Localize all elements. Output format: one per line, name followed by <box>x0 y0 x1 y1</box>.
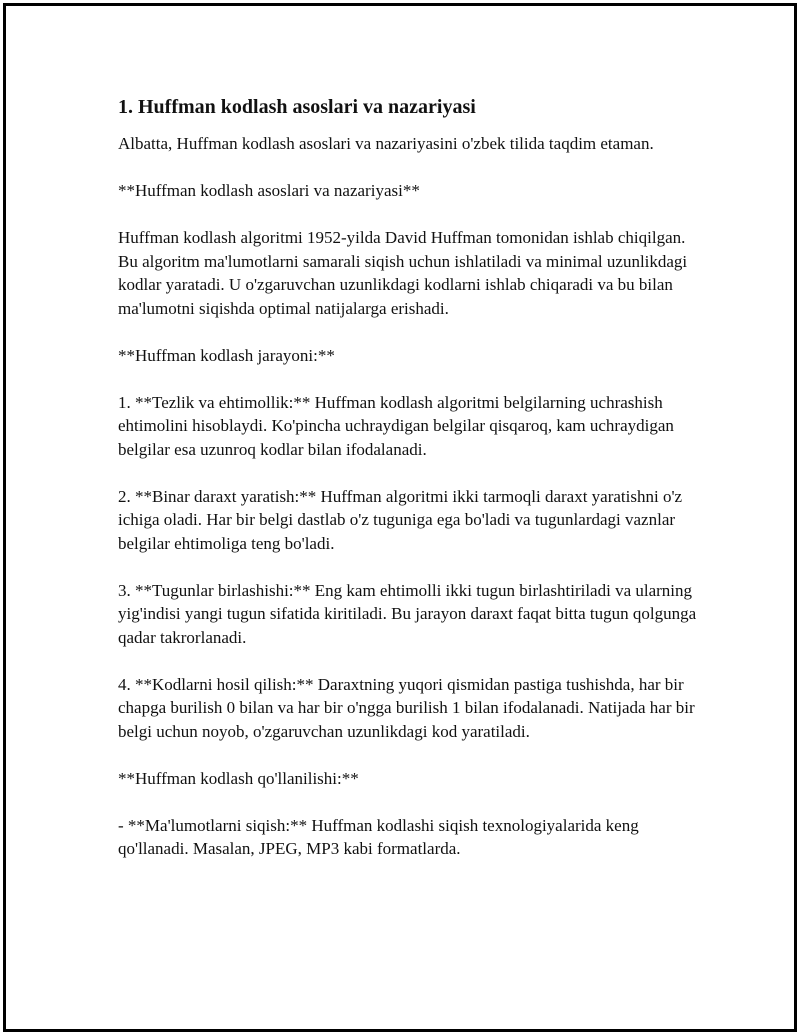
document-body <box>118 94 698 884</box>
paragraph-step-2: 2. **Binar daraxt yaratish:** Huffman algoritmi ikki tarmoqli daraxt yaratishni o'z ichiga oladi. Har bir belgi dastlab o'z tuguniga ega bo'ladi va tugunlardagi vaznlar belgilar ehtimoliga teng bo'ladi. <box>118 486 683 553</box>
paragraph-intro: Albatta, Huffman kodlash asoslari va nazariyasini o'zbek tilida taqdim etaman. <box>118 134 654 153</box>
paragraph-step-1: 1. **Tezlik va ehtimollik:** Huffman kodlash algoritmi belgilarning uchrashish ehtimolini hisoblaydi. Ko'pincha uchraydigan belgilar qisqaroq, kam uchraydigan belgilar esa uzunroq kodlar bilan ifodalanadi. <box>118 392 674 459</box>
document-title: 1. Huffman kodlash asoslari va nazariyasi <box>118 96 476 118</box>
paragraph-step-4: 4. **Kodlarni hosil qilish:** Daraxtning yuqori qismidan pastiga tushishda, har bir chapga burilish 0 bilan va har bir o'ngga burilish 1 bilan ifodalanadi. Natijada har bir belgi uchun noyob, o'zgaruvchan uzunlikdagi kod yaratiladi. <box>118 674 695 741</box>
paragraph-heading-process: **Huffman kodlash jarayoni:** <box>118 345 335 365</box>
paragraph-usage-compression: - **Ma'lumotlarni siqish:** Huffman kodlashi siqish texnologiyalarida keng qo'llanadi. Masalan, JPEG, MP3 kabi formatlarda. <box>118 815 639 858</box>
paragraph-heading-usage: **Huffman kodlash qo'llanilishi:** <box>118 768 359 788</box>
paragraph-heading-basics: **Huffman kodlash asoslari va nazariyasi** <box>118 181 420 200</box>
paragraph-step-3: 3. **Tugunlar birlashishi:** Eng kam ehtimolli ikki tugun birlashtiriladi va ularning yig'indisi yangi tugun sifatida kiritiladi. Bu jarayon daraxt faqat bitta tugun qolgunga qadar takrorlanadi. <box>118 580 697 647</box>
paragraph-history: Huffman kodlash algoritmi 1952-yilda David Huffman tomonidan ishlab chiqilgan. Bu algoritm ma'lumotlarni samarali siqish uchun ishlatiladi va minimal uzunlikdagi kodlar yaratadi. U o'zgaruvchan uzunlikdagi kodlarni ishlab chiqaradi va bu bilan ma'lumotni siqishda optimal natijalarga erishadi. <box>118 228 688 318</box>
